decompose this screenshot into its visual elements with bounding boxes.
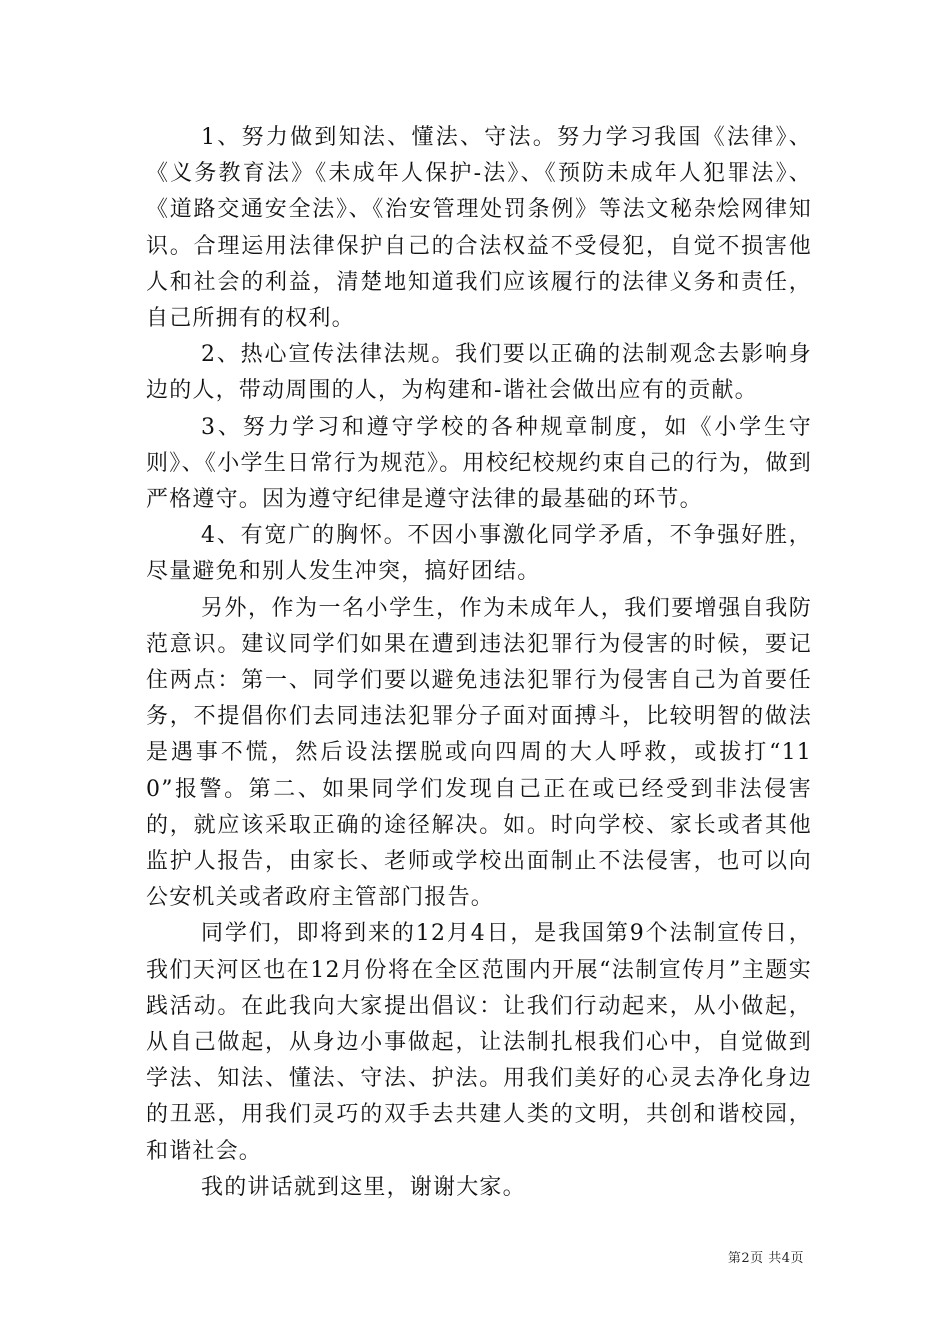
page-number-footer: 第2页 共4页 <box>727 1251 804 1266</box>
paragraph-3: 3、努力学习和遵守学校的各种规章制度，如《小学生守则》、《小学生日常行为规范》。用校纪校规约束自己的行为，做到严格遵守。因为遵守纪律是遵守法律的最基础的环节。 <box>146 414 812 513</box>
document-body <box>146 120 812 1206</box>
paragraph-1: 1、努力做到知法、懂法、守法。努力学习我国《法律》、《义务教育法》《未成年人保护-法》、《预防未成年人犯罪法》、《道路交通安全法》、《治安管理处罚条例》等法文秘杂烩网律知识。合理运用法律保护自己的合法权益不受侵犯，自觉不损害他人和社会的利益，清楚地知道我们应该履行的法律义务和责任，自己所拥有的权利。 <box>146 125 812 332</box>
paragraph-5: 另外，作为一名小学生，作为未成年人，我们要增强自我防范意识。建议同学们如果在遭到违法犯罪行为侵害的时候，要记住两点：第一、同学们要以避免违法犯罪行为侵害自己为首要任务，不提倡你们去同违法犯罪分子面对面搏斗，比较明智的做法是遇事不慌，然后设法摆脱或向四周的大人呼救，或拔打“110”报警。第二、如果同学们发现自己正在或已经受到非法侵害的，就应该采取正确的途径解决。如。时向学校、家长或者其他监护人报告，由家长、老师或学校出面制止不法侵害，也可以向公安机关或者政府主管部门报告。 <box>146 595 812 911</box>
paragraph-4: 4、有宽广的胸怀。不因小事激化同学矛盾，不争强好胜，尽量避免和别人发生冲突，搞好团结。 <box>146 523 812 585</box>
paragraph-2: 2、热心宣传法律法规。我们要以正确的法制观念去影响身边的人，带动周围的人，为构建和-谐社会做出应有的贡献。 <box>146 342 812 404</box>
paragraph-6: 同学们，即将到来的12月4日，是我国第9个法制宣传日，我们天河区也在12月份将在全区范围内开展“法制宣传月”主题实践活动。在此我向大家提出倡议：让我们行动起来，从小做起，从自己做起，从身边小事做起，让法制扎根我们心中，自觉做到学法、知法、懂法、守法、护法。用我们美好的心灵去净化身边的丑恶，用我们灵巧的双手去共建人类的文明，共创和谐校园，和谐社会。 <box>146 921 812 1164</box>
paragraph-7: 我的讲话就到这里，谢谢大家。 <box>201 1174 526 1200</box>
